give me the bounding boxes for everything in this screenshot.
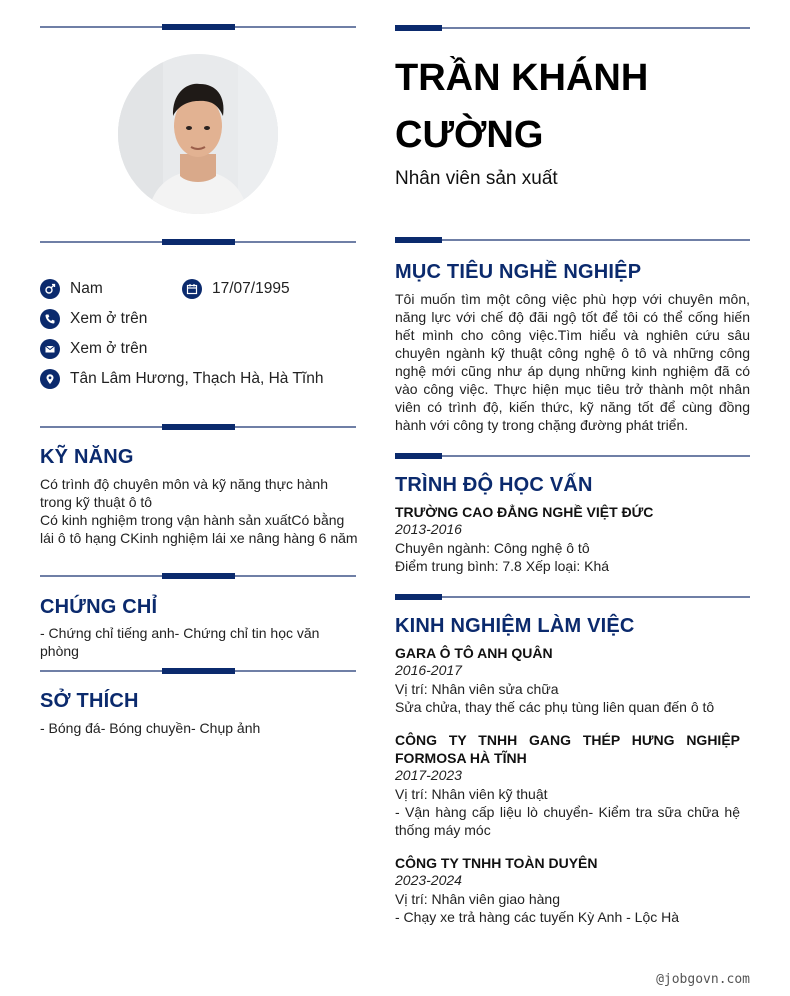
phone-value: Xem ở trên	[70, 310, 148, 327]
location-icon	[40, 369, 60, 389]
right-top-divider	[395, 27, 750, 29]
job-position: Vị trí: Nhân viên kỹ thuật	[395, 786, 548, 802]
gender-row	[40, 279, 103, 299]
right-divider-before-objective	[395, 239, 750, 241]
left-divider-before-skills	[40, 426, 356, 428]
avatar	[118, 54, 278, 214]
job-position: Vị trí: Nhân viên giao hàng	[395, 891, 560, 907]
candidate-name: TRẦN KHÁNH CƯỜNG	[395, 57, 649, 156]
objective-text: Tôi muốn tìm một công việc phù hợp với chuyên môn, năng lực với chế độ đãi ngộ tốt để tôi có thể cống hiến hết mình cho công việc.Tìm hiểu và nghiên cứu sâu chuyên ngành kỹ thuật công nghệ ô tô và những công nghệ mới cũng như áp dụng những kinh nghiệm đã có vào công việc. Thực hiện mục tiêu trở thành một nhân viên có trình độ, kiến thức, kỹ năng tốt để cùng đồng hành với công ty trong chặng đường phát triển.	[395, 291, 750, 433]
gender-value: Nam	[70, 280, 103, 297]
right-divider-before-experience	[395, 596, 750, 598]
certificates-title: CHỨNG CHỈ	[40, 596, 158, 618]
phone-icon	[40, 309, 60, 329]
certificates-text: - Chứng chỉ tiếng anh- Chứng chỉ tin học văn phòng	[40, 625, 320, 659]
left-divider-before-hobbies	[40, 670, 356, 672]
job-description: Sửa chửa, thay thế các phụ tùng liên quan đến ô tô	[395, 699, 715, 715]
job-position: Vị trí: Nhân viên sửa chữa	[395, 681, 559, 697]
education-school: TRƯỜNG CAO ĐẲNG NGHỀ VIỆT ĐỨC	[395, 504, 654, 520]
email-value: Xem ở trên	[70, 340, 148, 357]
job-description: - Chạy xe trả hàng các tuyến Kỳ Anh - Lộc Hà	[395, 909, 680, 925]
email-icon	[40, 339, 60, 359]
job-period: 2023-2024	[395, 872, 462, 888]
address-row	[40, 369, 323, 389]
address-value: Tân Lâm Hương, Thạch Hà, Hà Tĩnh	[70, 370, 324, 387]
job-description: - Vận hàng cấp liệu lò chuyển- Kiểm tra sữa chữa hệ thống máy móc	[395, 804, 740, 838]
skills-text: Có trình độ chuyên môn và kỹ năng thực hành trong kỹ thuật ô tô Có kinh nghiệm trong vận hành sản xuấtCó bằng lái ô tô hạng CKinh nghiệm lái xe nâng hàng 6 năm	[40, 476, 358, 546]
avatar-portrait	[118, 54, 278, 214]
job-period: 2016-2017	[395, 662, 462, 678]
job-title: Nhân viên sản xuất	[395, 168, 558, 189]
right-divider-before-education	[395, 455, 750, 457]
watermark: @jobgovn.com	[656, 972, 750, 987]
job-company: CÔNG TY TNHH TOÀN DUYÊN	[395, 855, 598, 871]
objective-title: MỤC TIÊU NGHỀ NGHIỆP	[395, 261, 642, 283]
hobbies-text: - Bóng đá- Bóng chuyền- Chụp ảnh	[40, 720, 261, 736]
left-divider-after-photo	[40, 241, 356, 243]
education-period: 2013-2016	[395, 521, 462, 537]
experience-title: KINH NGHIỆM LÀM VIỆC	[395, 615, 635, 637]
job-company: CÔNG TY TNHH GANG THÉP HƯNG NGHIỆP FORMOSA HÀ TĨNH	[395, 732, 740, 766]
birthday-row	[182, 279, 290, 299]
calendar-icon	[182, 279, 202, 299]
job-period: 2017-2023	[395, 767, 462, 783]
left-divider-before-certs	[40, 575, 356, 577]
education-title: TRÌNH ĐỘ HỌC VẤN	[395, 474, 593, 496]
phone-row	[40, 309, 147, 329]
email-row	[40, 339, 147, 359]
left-top-divider	[40, 26, 356, 28]
job-company: GARA Ô TÔ ANH QUÂN	[395, 645, 553, 661]
education-major: Chuyên ngành: Công nghệ ô tô	[395, 540, 590, 556]
education-gpa: Điểm trung bình: 7.8 Xếp loại: Khá	[395, 558, 610, 574]
gender-icon	[40, 279, 60, 299]
skills-title: KỸ NĂNG	[40, 446, 134, 468]
birthday-value: 17/07/1995	[212, 280, 290, 297]
hobbies-title: SỞ THÍCH	[40, 690, 139, 712]
